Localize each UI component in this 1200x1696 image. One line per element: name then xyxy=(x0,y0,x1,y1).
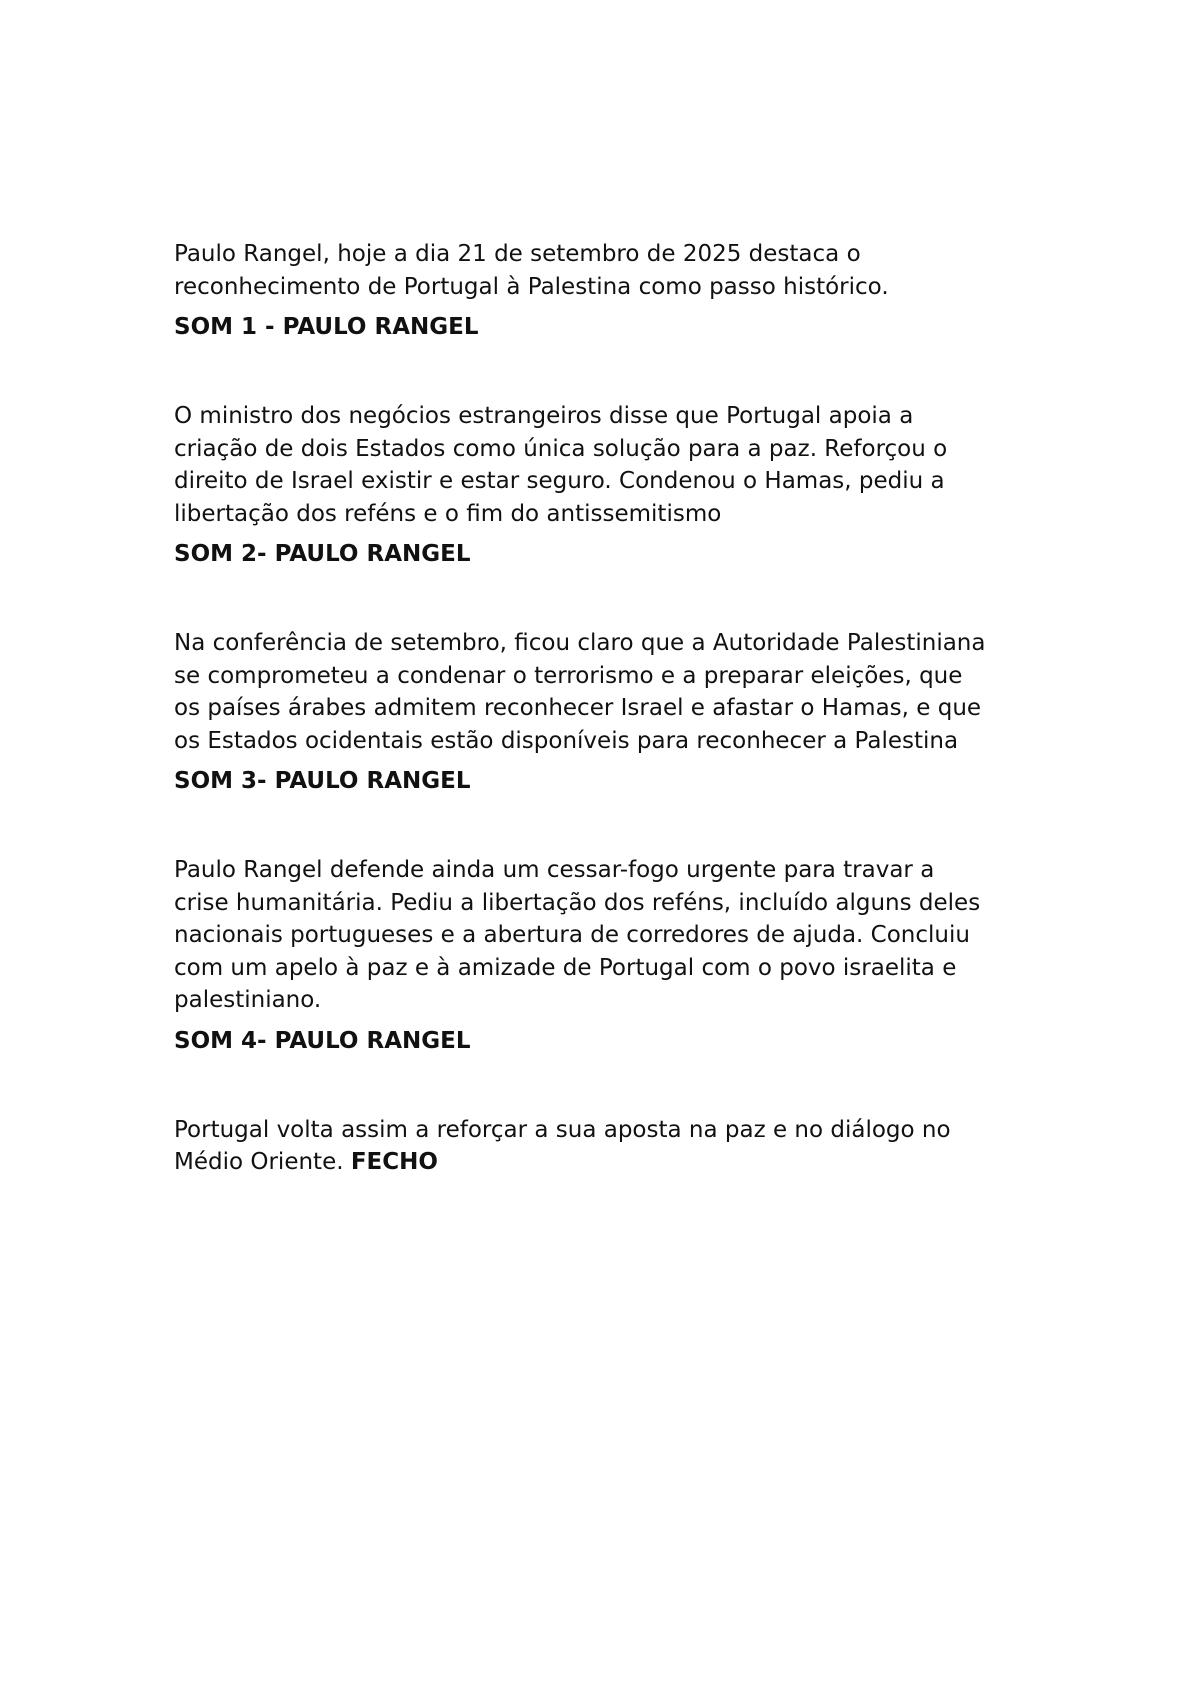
text-line: Portugal volta assim a reforçar a sua aposta na paz e no diálogo no xyxy=(174,1116,951,1143)
text-line: direito de Israel existir e estar seguro. Condenou o Hamas, pediu a xyxy=(174,468,945,494)
sound-cue-4: SOM 4- PAULO RANGEL xyxy=(174,1027,471,1054)
paragraph-closing xyxy=(174,1114,1054,1179)
paragraph-intro xyxy=(174,238,1054,303)
text-line: criação de dois Estados como única solução para a paz. Reforçou o xyxy=(174,435,948,462)
paragraph-conference xyxy=(174,627,1054,757)
text-line: Paulo Rangel defende ainda um cessar-fogo urgente para travar a xyxy=(174,857,935,883)
text-line: reconhecimento de Portugal à Palestina como passo histórico. xyxy=(174,273,889,300)
text-line: Na conferência de setembro, ficou claro que a Autoridade Palestiniana xyxy=(174,630,986,656)
text-fragment: Médio Oriente. xyxy=(174,1149,351,1175)
paragraph-ceasefire xyxy=(174,854,1054,1017)
text-line-final xyxy=(174,1146,1054,1179)
text-line: libertação dos reféns e o fim do antissemitismo xyxy=(174,500,722,527)
text-line: os Estados ocidentais estão disponíveis para reconhecer a Palestina xyxy=(174,727,959,754)
document-page xyxy=(174,238,1054,1179)
text-line: com um apelo à paz e à amizade de Portugal com o povo israelita e xyxy=(174,954,957,981)
text-line: crise humanitária. Pediu a libertação dos reféns, incluído alguns deles xyxy=(174,889,981,916)
closing-marker: FECHO xyxy=(350,1149,438,1175)
paragraph-minister xyxy=(174,400,1054,530)
text-line: Paulo Rangel, hoje a dia 21 de setembro de 2025 destaca o xyxy=(174,241,861,267)
sound-cue-1: SOM 1 - PAULO RANGEL xyxy=(174,314,479,340)
text-line: os países árabes admitem reconhecer Israel e afastar o Hamas, e que xyxy=(174,695,982,721)
text-line: se comprometeu a condenar o terrorismo e a preparar eleições, que xyxy=(174,662,963,689)
sound-cue-2: SOM 2- PAULO RANGEL xyxy=(174,541,471,567)
text-line: O ministro dos negócios estrangeiros disse que Portugal apoia a xyxy=(174,403,914,429)
text-line: palestiniano. xyxy=(174,987,322,1013)
sound-cue-3: SOM 3- PAULO RANGEL xyxy=(174,768,471,794)
text-line: nacionais portugueses e a abertura de corredores de ajuda. Concluiu xyxy=(174,922,970,948)
